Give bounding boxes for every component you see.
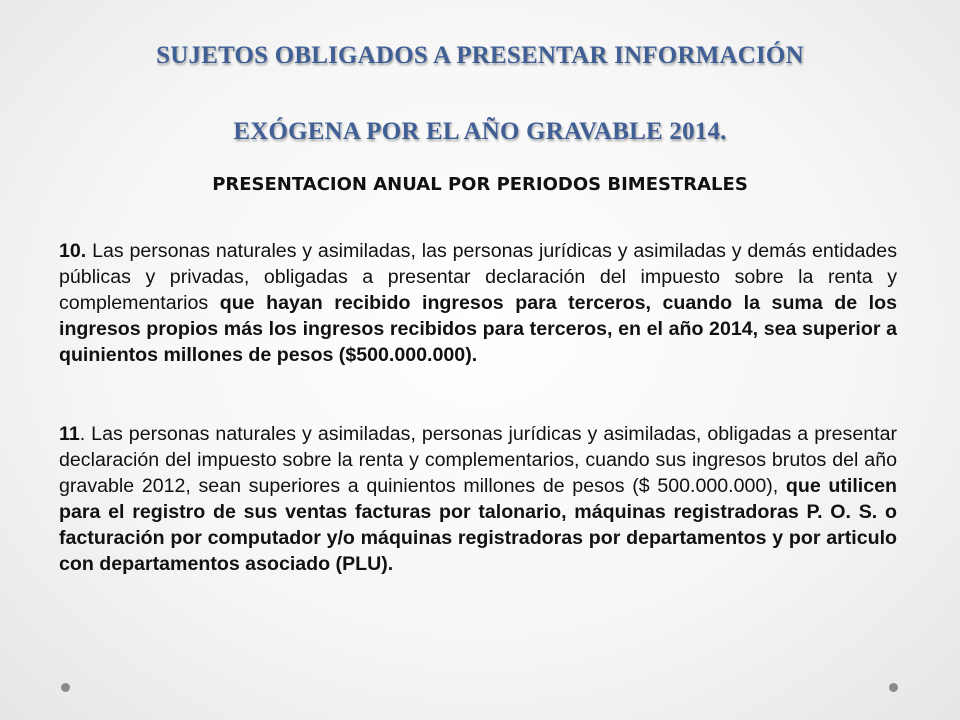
title-line-2: EXÓGENA POR EL AÑO GRAVABLE 2014. [233,118,727,145]
subtitle: PRESENTACION ANUAL POR PERIODOS BIMESTRALES [212,174,748,195]
item-10-text: Las personas naturales y asimiladas, las personas jurídicas y asimiladas y demás entidades públicas y privadas, obligadas a presentar declaración del impuesto sobre la renta y complementarios [59,240,897,314]
paragraph-item-10 [59,238,897,368]
title-line-1: SUJETOS OBLIGADOS A PRESENTAR INFORMACIÓN [156,42,804,69]
item-10-bold-text: que hayan recibido ingresos para terceros, cuando la suma de los ingresos propios más los ingresos recibidos para terceros, en el año 2014, sea superior a quinientos millones de pesos ($500.000.000). [59,292,897,366]
item-11-bold-text: que utilicen para el registro de sus ventas facturas por talonario, máquinas registradoras P. O. S. o facturación por computador y/o máquinas registradoras por departamentos y por articulo con departamentos asociado (PLU). [59,475,898,575]
decorative-dot-right [889,683,898,692]
item-10-number: 10. [59,240,87,262]
paragraph-item-11 [59,421,897,577]
decorative-dot-left [61,683,70,692]
item-11-number: 11 [59,423,80,445]
item-11-text: . Las personas naturales y asimiladas, personas jurídicas y asimiladas, obligadas a presentar declaración del impuesto sobre la renta y complementarios, cuando sus ingresos brutos del año gravable 2012, sean superiores a quinientos millones de pesos ($ 500.000.000), [59,423,897,497]
